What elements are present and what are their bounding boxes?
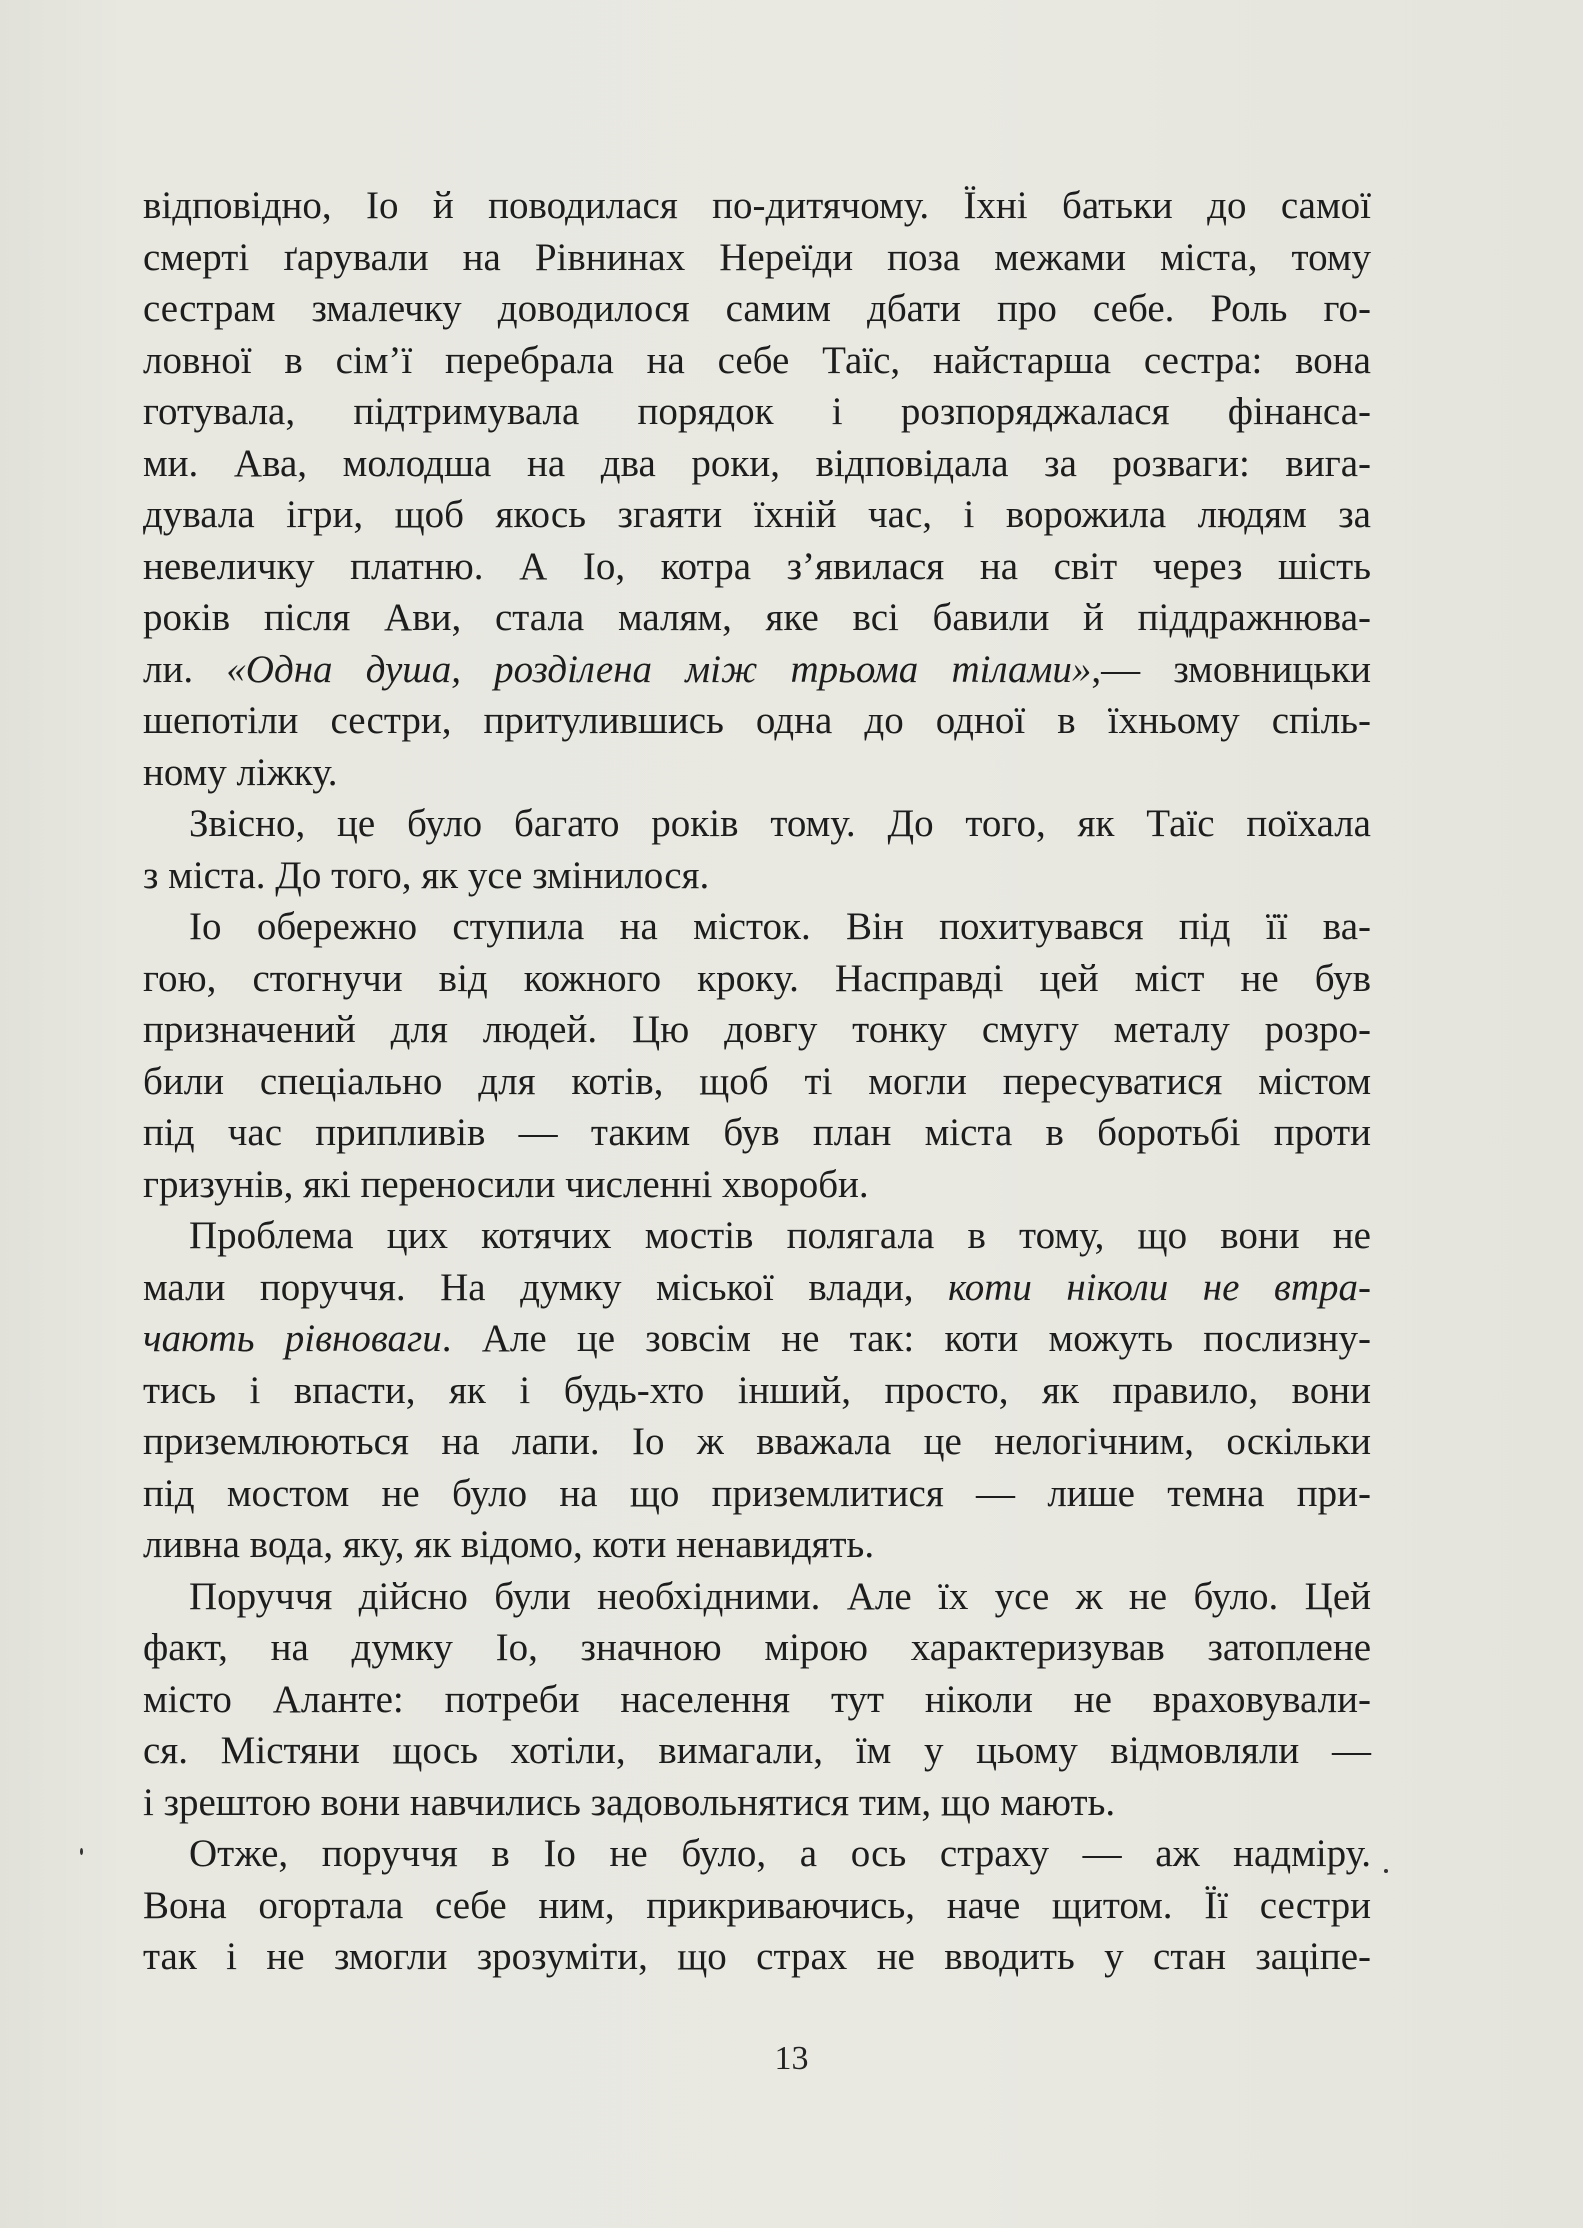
- text-line: гризунів, які переносили численні хвороби.: [143, 1162, 869, 1206]
- text-line: [143, 1262, 1371, 1314]
- text-fragment: . Але це зовсім не так: коти можуть послизну-: [441, 1317, 1371, 1360]
- paragraph-3: [143, 901, 1371, 1210]
- italic-phrase: чають рівноваги: [143, 1317, 442, 1360]
- text-line: з міста. До того, як усе змінилося.: [143, 853, 710, 897]
- text-line: ному ліжку.: [143, 750, 338, 794]
- text-line: Проблема цих котячих мостів полягала в тому, що вони не: [189, 1214, 1371, 1257]
- ink-speck: [80, 1848, 83, 1855]
- text-line: так і не змогли зрозуміти, що страх не вводить у стан заціпе-: [143, 1935, 1371, 1978]
- text-line: ливна вода, яку, як відомо, коти ненавидять.: [143, 1523, 875, 1566]
- text-line: гою, стогнучи від кожного кроку. Насправді цей міст не був: [143, 956, 1371, 1000]
- text-line: готувала, підтримувала порядок і розпоряджалася фінанса-: [143, 390, 1371, 433]
- body-text: [143, 180, 1371, 1983]
- text-line: ми. Ава, молодша на два роки, відповідала за розваги: вига-: [143, 441, 1371, 485]
- text-line: тись і впасти, як і будь-хто інший, просто, як правило, вони: [143, 1368, 1371, 1412]
- text-line: місто Аланте: потреби населення тут ніколи не враховували-: [143, 1677, 1371, 1721]
- text-line: факт, на думку Іо, значною мірою характеризував затоплене: [143, 1626, 1371, 1669]
- paragraph-1: [143, 180, 1371, 798]
- text-line: шепотіли сестри, притулившись одна до одної в їхньому спіль-: [143, 699, 1371, 742]
- text-line: Отже, поруччя в Іо не було, а ось страху — аж надміру.: [189, 1832, 1371, 1875]
- paragraph-5: [143, 1571, 1371, 1829]
- text-line: під мостом не було на що приземлитися — лише темна при-: [143, 1471, 1371, 1515]
- text-line: під час припливів — таким був план міста в боротьбі проти: [143, 1111, 1371, 1154]
- text-line: Звісно, це було багато років тому. До того, як Таїс поїхала: [189, 802, 1371, 845]
- paragraph-2: [143, 798, 1371, 901]
- text-fragment: ,— змовницьки: [1091, 647, 1371, 691]
- text-line: невеличку платню. А Іо, котра з’явилася на світ через шість: [143, 544, 1371, 588]
- text-line: били спеціально для котів, щоб ті могли пересуватися містом: [143, 1059, 1371, 1103]
- text-line: Вона огортала себе ним, прикриваючись, наче щитом. Її сестри: [143, 1883, 1371, 1927]
- text-line: [143, 1313, 1371, 1365]
- text-line: дувала ігри, щоб якось згаяти їхній час, і ворожила людям за: [143, 493, 1371, 536]
- text-line: років після Ави, стала малям, яке всі бавили й піддражнюва-: [143, 596, 1371, 639]
- italic-quote: «Одна душа, розділена між трьома тілами»: [226, 647, 1092, 691]
- text-line: і зрештою вони навчились задовольнятися тим, що мають.: [143, 1780, 1116, 1824]
- text-line: ся. Містяни щось хотіли, вимагали, їм у цьому відмовляли —: [143, 1729, 1371, 1772]
- text-line: смерті ґарували на Рівнинах Нереїди поза межами міста, тому: [143, 235, 1371, 279]
- italic-phrase: коти ніколи не втра-: [947, 1265, 1371, 1309]
- paragraph-6: [143, 1828, 1371, 1983]
- text-line: Іо обережно ступила на місток. Він похитувався під її ва-: [189, 905, 1371, 948]
- ink-speck: [1384, 1869, 1388, 1873]
- text-line: приземлюються на лапи. Іо ж вважала це нелогічним, оскільки: [143, 1420, 1371, 1463]
- text-line: [143, 644, 1371, 696]
- page-number: 13: [774, 2040, 809, 2077]
- text-line: ловної в сім’ї перебрала на себе Таїс, найстарша сестра: вона: [143, 338, 1371, 382]
- text-fragment: ли.: [143, 647, 227, 691]
- text-line: Поруччя дійсно були необхідними. Але їх усе ж не було. Цей: [189, 1574, 1371, 1618]
- text-line: відповідно, Іо й поводилася по-дитячому. Їхні батьки до самої: [143, 184, 1371, 227]
- paragraph-4: [143, 1210, 1371, 1571]
- text-line: сестрам змалечку доводилося самим дбати про себе. Роль го-: [143, 287, 1371, 330]
- text-fragment: мали поруччя. На думку міської влади,: [143, 1265, 948, 1309]
- text-line: призначений для людей. Цю довгу тонку смугу металу розро-: [143, 1008, 1371, 1051]
